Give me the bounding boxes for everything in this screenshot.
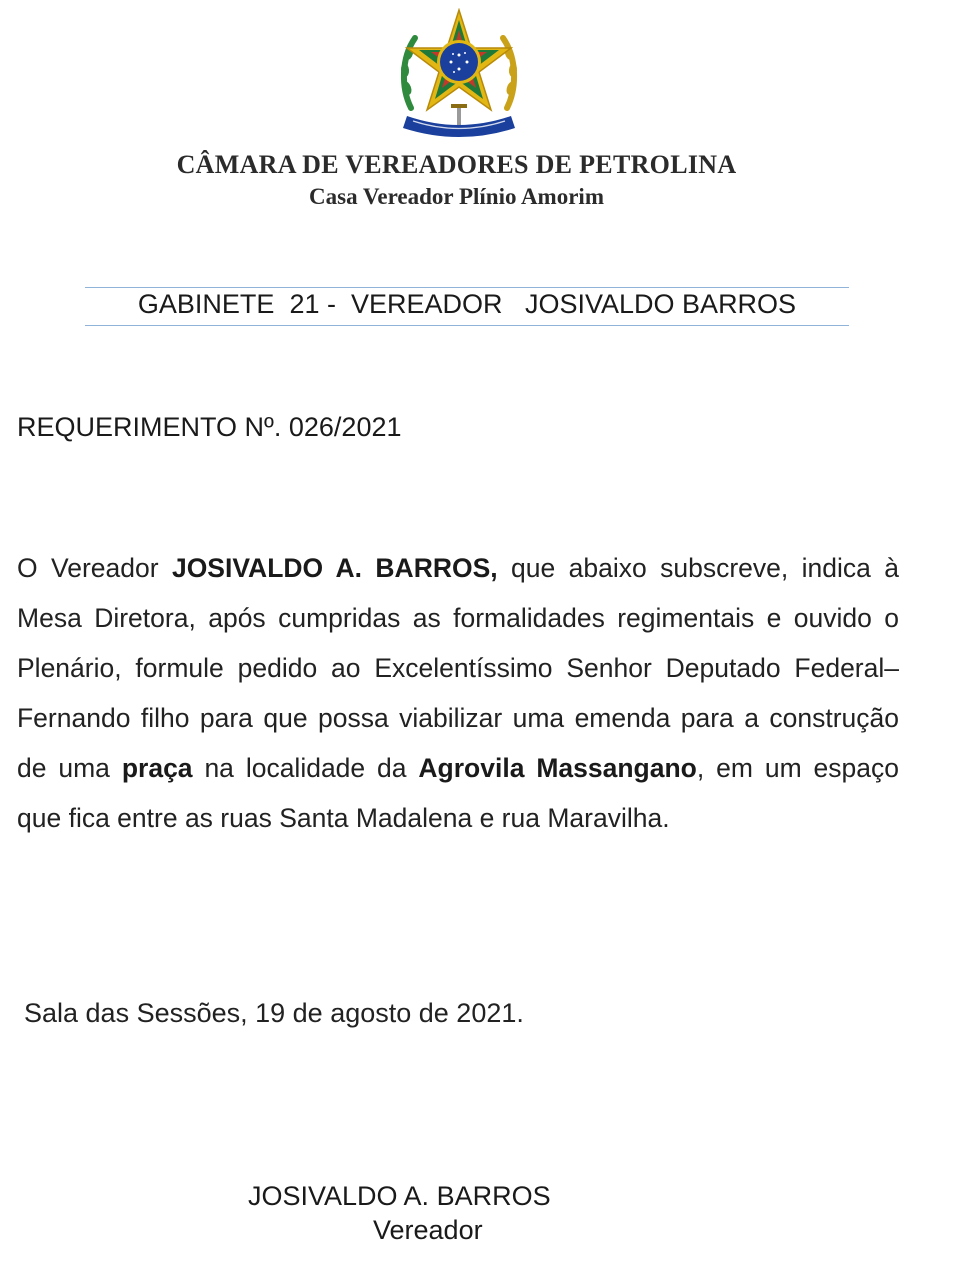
- body-place: Agrovila Massangano: [418, 753, 697, 783]
- body-text-1: O Vereador: [17, 553, 172, 583]
- body-text-2: que abaixo subscreve, indica à Mesa Diretora, após cumpridas as formalidades regimentais e ouvido o Plenário, formule pedido ao Excelentíssimo Senhor Deputado Federal– Fernando filho para que possa viabilizar uma emenda para a construção de uma: [17, 553, 899, 783]
- body-text-3: na localidade da: [192, 753, 419, 783]
- cabinet-rule-top: [85, 287, 849, 288]
- coat-of-arms-emblem: [393, 8, 525, 140]
- request-number: REQUERIMENTO Nº. 026/2021: [17, 412, 402, 442]
- body-councilor-name: JOSIVALDO A. BARROS,: [171, 553, 498, 583]
- body-text-4: , em um espaço que fica entre as ruas Santa Madalena e rua Maravilha.: [17, 753, 899, 833]
- signature-role: Vereador: [373, 1215, 483, 1245]
- cabinet-title: GABINETE 21 - VEREADOR JOSIVALDO BARROS: [137, 289, 797, 319]
- house-name: Casa Vereador Plínio Amorim: [309, 184, 604, 209]
- body-square: praça: [121, 753, 193, 783]
- session-date: Sala das Sessões, 19 de agosto de 2021.: [24, 998, 524, 1028]
- request-body: [17, 543, 899, 843]
- chamber-name: CÂMARA DE VEREADORES DE PETROLINA: [176, 150, 737, 179]
- cabinet-rule-bottom: [85, 325, 849, 326]
- signature-name: JOSIVALDO A. BARROS: [248, 1181, 551, 1211]
